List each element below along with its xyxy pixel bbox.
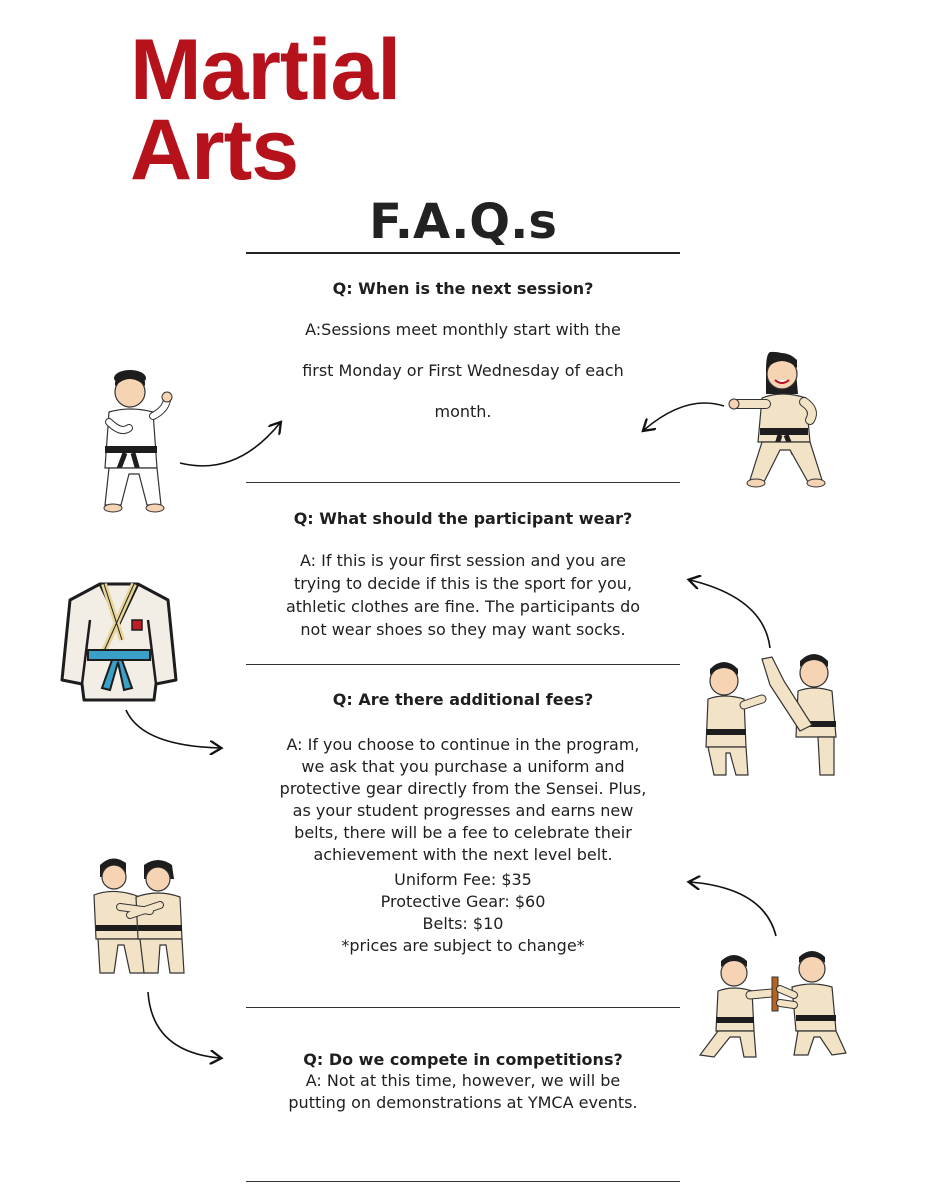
faq-question: Q: What should the participant wear?: [293, 509, 633, 528]
faq-answer-line: belts, there will be a fee to celebrate their: [294, 823, 632, 842]
faq-answer-line: month.: [434, 402, 492, 421]
karate-girl-icon: [730, 350, 830, 490]
price-disclaimer: *prices are subject to change*: [341, 936, 585, 955]
faq-divider: [246, 1007, 680, 1008]
fee-list: [246, 869, 680, 957]
page-title: [130, 22, 401, 198]
curved-arrow-icon: [684, 558, 776, 652]
faq-divider: [246, 482, 680, 483]
curved-arrow-icon: [120, 708, 228, 768]
fee-belts: Belts: $10: [422, 914, 504, 933]
sparring-kick-icon: [700, 655, 850, 780]
fee-uniform: Uniform Fee: $35: [394, 870, 532, 889]
karate-gi-icon: [60, 580, 178, 705]
faq-question: Q: When is the next session?: [332, 279, 594, 298]
faq-attire: [246, 509, 680, 641]
faq-answer-line: first Monday or First Wednesday of each: [302, 361, 624, 380]
faq-question: Q: Are there additional fees?: [332, 690, 594, 709]
faq-answer-line: achievement with the next level belt.: [313, 845, 613, 864]
board-break-icon: [694, 955, 854, 1060]
faq-answer-line: we ask that you purchase a uniform and: [301, 757, 625, 776]
faq-subtitle: F.A.Q.s: [369, 194, 557, 250]
faq-question: Q: Do we compete in competitions?: [303, 1050, 623, 1069]
fee-protective-gear: Protective Gear: $60: [380, 892, 546, 911]
faq-answer-line: putting on demonstrations at YMCA events.: [288, 1093, 638, 1112]
faq-answer-line: A: Not at this time, however, we will be: [305, 1071, 621, 1090]
karate-boy-icon: [95, 370, 175, 515]
faq-session: [246, 279, 680, 432]
faq-competitions: [246, 1050, 680, 1114]
faq-answer-line: as your student progresses and earns new: [292, 801, 634, 820]
faq-divider: [246, 664, 680, 665]
header-divider: [246, 252, 680, 254]
faq-answer-line: A:Sessions meet monthly start with the: [305, 320, 621, 339]
curved-arrow-icon: [684, 878, 780, 940]
faq-answer-line: athletic clothes are fine. The participants do: [285, 597, 641, 616]
faq-answer-line: A: If you choose to continue in the program,: [286, 735, 640, 754]
title-line-2: Arts: [130, 102, 299, 198]
faq-answer-line: A: If this is your first session and you are: [300, 551, 626, 570]
faq-answer-line: not wear shoes so they may want socks.: [300, 620, 626, 639]
faq-answer-line: protective gear directly from the Sensei. Plus,: [279, 779, 647, 798]
footer-divider: [246, 1181, 680, 1182]
faq-fees: [246, 690, 680, 957]
title-line-1: Martial: [130, 22, 401, 118]
curved-arrow-icon: [178, 415, 290, 475]
curved-arrow-icon: [144, 990, 228, 1074]
curved-arrow-icon: [636, 398, 728, 438]
faq-answer-line: trying to decide if this is the sport for you,: [293, 574, 633, 593]
judo-grapple-icon: [90, 855, 190, 980]
